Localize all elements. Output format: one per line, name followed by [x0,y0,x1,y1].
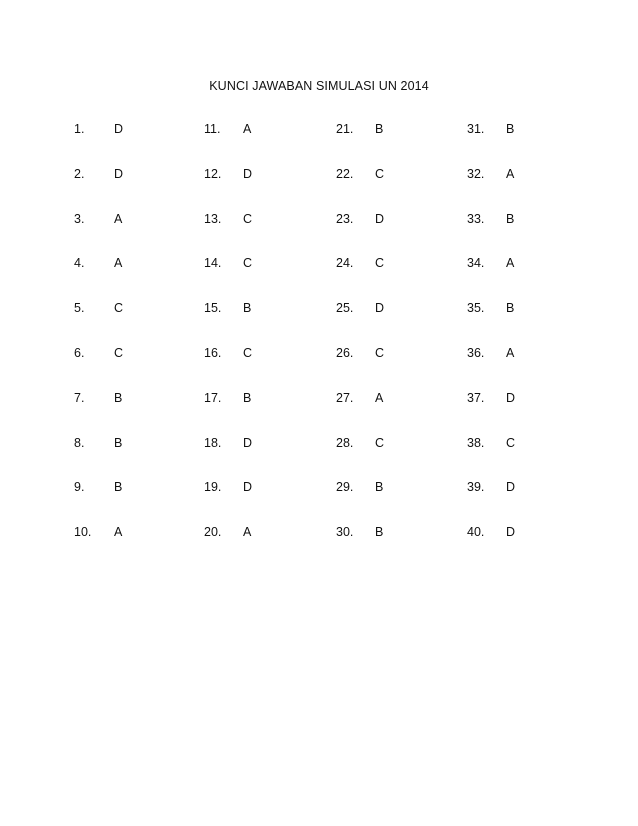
answer-letter: D [375,211,385,226]
question-number: 30. [336,525,354,540]
question-number: 21. [336,122,354,136]
answer-letter: D [375,301,385,316]
question-number: 31. [467,122,485,136]
answer-letter: B [506,211,515,226]
answer-letter: A [243,525,252,540]
question-number: 27. [336,390,354,405]
question-number: 15. [204,301,222,316]
answer-letter: D [114,122,124,136]
page-title: KUNCI JAWABAN SIMULASI UN 2014 [209,79,429,93]
answer-letter: C [375,435,385,450]
answer-letter: C [243,211,253,226]
answer-row [0,166,638,211]
question-number: 33. [467,211,485,226]
answer-letter: B [114,390,123,405]
answer-letter: B [114,435,123,450]
answer-row [0,435,638,480]
question-number: 34. [467,256,485,271]
answer-row [0,300,638,345]
answer-letter: D [243,435,253,450]
answer-letter: B [375,525,384,540]
question-number: 36. [467,345,485,360]
question-number: 24. [336,256,354,271]
answer-letter: A [506,166,515,181]
question-number: 1. [74,122,85,136]
answer-letter: C [375,345,385,360]
question-number: 25. [336,301,354,316]
answer-letter: D [506,390,516,405]
answer-row [0,211,638,256]
question-number: 5. [74,301,85,316]
question-number: 37. [467,390,485,405]
question-number: 8. [74,435,85,450]
question-number: 10. [74,525,92,540]
answer-key-grid [0,121,638,569]
question-number: 32. [467,166,485,181]
answer-letter: B [506,122,515,136]
answer-letter: C [375,256,385,271]
question-number: 28. [336,435,354,450]
answer-letter: A [506,256,515,271]
answer-letter: A [114,256,123,271]
question-number: 4. [74,256,85,271]
question-number: 3. [74,211,85,226]
answer-letter: B [114,480,123,495]
answer-letter: C [114,301,124,316]
answer-row [0,345,638,390]
question-number: 35. [467,301,485,316]
answer-letter: D [506,480,516,495]
question-number: 18. [204,435,222,450]
question-number: 16. [204,345,222,360]
question-number: 26. [336,345,354,360]
answer-letter: A [114,211,123,226]
question-number: 38. [467,435,485,450]
answer-letter: D [114,166,124,181]
answer-letter: D [243,480,253,495]
answer-letter: C [243,345,253,360]
answer-letter: C [243,256,253,271]
answer-letter: C [375,166,385,181]
question-number: 23. [336,211,354,226]
question-number: 29. [336,480,354,495]
question-number: 11. [204,122,221,136]
question-number: 9. [74,480,85,495]
question-number: 19. [204,480,222,495]
question-number: 7. [74,390,85,405]
question-number: 40. [467,525,485,540]
answer-row [0,255,638,300]
answer-letter: A [506,345,515,360]
question-number: 13. [204,211,222,226]
question-number: 6. [74,345,85,360]
answer-letter: B [243,301,252,316]
answer-letter: B [243,390,252,405]
question-number: 22. [336,166,354,181]
answer-row [0,390,638,435]
question-number: 39. [467,480,485,495]
answer-row [0,121,638,166]
answer-letter: B [506,301,515,316]
answer-letter: B [375,480,384,495]
answer-letter: C [114,345,124,360]
question-number: 20. [204,525,222,540]
answer-letter: A [375,390,384,405]
answer-letter: A [114,525,123,540]
answer-letter: C [506,435,516,450]
question-number: 12. [204,166,222,181]
answer-row [0,524,638,569]
answer-letter: D [506,525,516,540]
question-number: 17. [204,390,222,405]
question-number: 14. [204,256,222,271]
answer-row [0,479,638,524]
answer-letter: D [243,166,253,181]
answer-letter: A [243,122,252,136]
question-number: 2. [74,166,85,181]
answer-letter: B [375,122,384,136]
